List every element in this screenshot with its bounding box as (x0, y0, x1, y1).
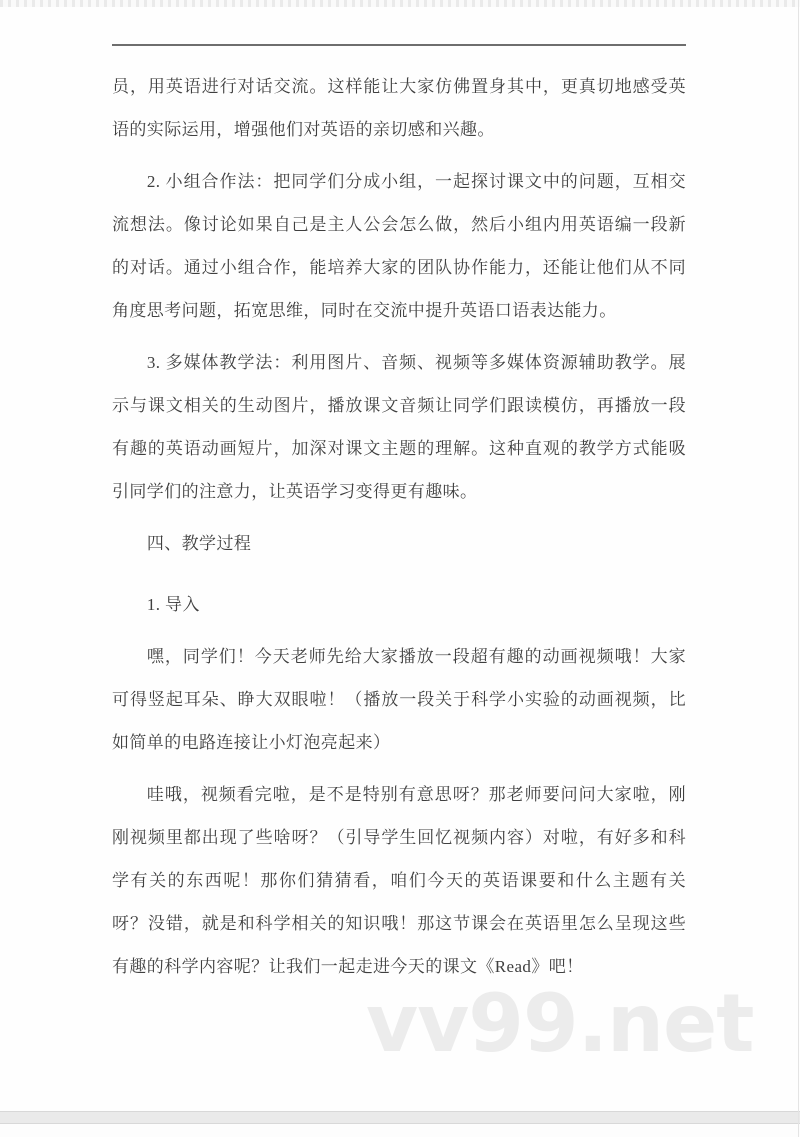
top-edge-texture (0, 0, 800, 7)
paragraph-method-3: 3. 多媒体教学法：利用图片、音频、视频等多媒体资源辅助教学。展示与课文相关的生动图片，播放课文音频让同学们跟读模仿，再播放一段有趣的英语动画短片，加深对课文主题的理解。这种直观的教学方式能吸引同学们的注意力，让英语学习变得更有趣味。 (112, 353, 686, 501)
next-page-top (0, 1124, 800, 1137)
right-edge-line (798, 0, 799, 1137)
paragraph-lead-in-2: 哇哦，视频看完啦，是不是特别有意思呀？那老师要问问大家啦，刚刚视频里都出现了些啥呀？（引导学生回忆视频内容）对啦，有好多和科学有关的东西呢！那你们猜猜看，咱们今天的英语课要和什么主题有关呀？没错，就是和科学相关的知识哦！那这节课会在英语里怎么呈现这些有趣的科学内容呢？让我们一起走进今天的课文《Read》吧！ (112, 785, 686, 976)
site-watermark: vv99.net (366, 977, 754, 1070)
page-content (0, 44, 800, 988)
paragraph-continuation: 员，用英语进行对话交流。这样能让大家仿佛置身其中，更真切地感受英语的实际运用，增强他们对英语的亲切感和兴趣。 (112, 77, 686, 139)
top-divider-line (112, 44, 686, 46)
page-gap-divider (0, 1111, 800, 1124)
paragraph-method-2: 2. 小组合作法：把同学们分成小组，一起探讨课文中的问题，互相交流想法。像讨论如果自己是主人公会怎么做，然后小组内用英语编一段新的对话。通过小组合作，能培养大家的团队协作能力，还能让他们从不同角度思考问题，拓宽思维，同时在交流中提升英语口语表达能力。 (112, 172, 686, 320)
paragraph-lead-in-1: 嘿，同学们！今天老师先给大家播放一段超有趣的动画视频哦！大家可得竖起耳朵、睁大双眼啦！（播放一段关于科学小实验的动画视频，比如简单的电路连接让小灯泡亮起来） (112, 647, 686, 752)
step-heading-lead-in: 1. 导入 (146, 595, 200, 614)
section-heading-teaching-process: 四、教学过程 (146, 534, 252, 553)
